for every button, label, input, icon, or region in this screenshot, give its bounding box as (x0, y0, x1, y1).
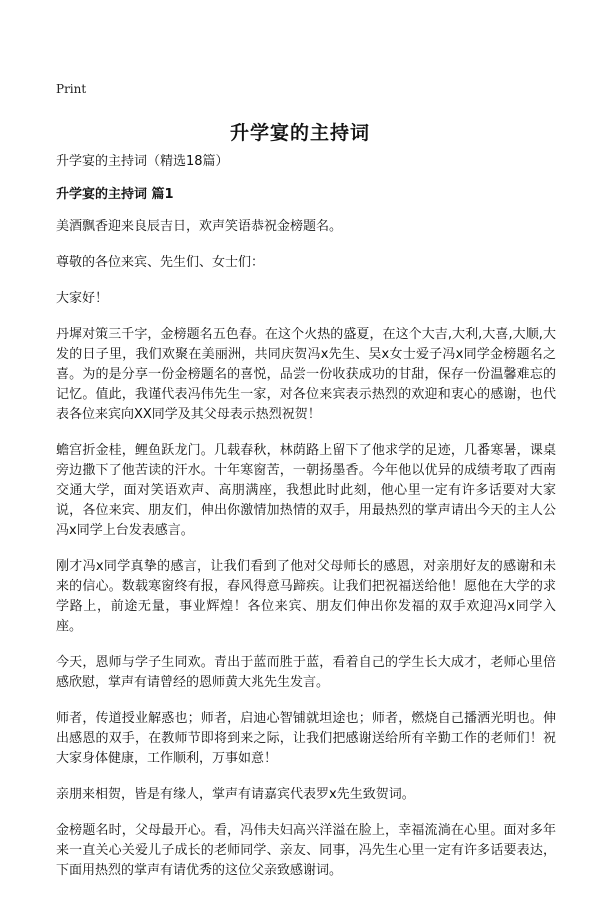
paragraph-hello: 大家好！ (56, 291, 109, 306)
document-body (56, 152, 556, 897)
paragraph-teacher-thanks: 师者，传道授业解惑也；师者，启迪心智铺就坦途也；师者，燃烧自己播洒光明也。伸出感恩的双手，在教师节即将到来之际，让我们把感谢送给所有辛勤工作的老师们！祝大家身体健康，工作顺利，万事如意！ (56, 711, 556, 766)
document-subtitle: 升学宴的主持词（精选18篇） (56, 154, 229, 169)
section-heading: 升学宴的主持词 篇1 (56, 187, 174, 202)
paragraph-student-intro: 蟾宫折金桂，鲤鱼跃龙门。几载春秋，林荫路上留下了他求学的足迹，几番寒暑，课桌旁边撒下了他苦读的汗水。十年寒窗苦，一朝扬墨香。今年他以优异的成绩考取了西南交通大学，面对笑语欢声、高朋满座，我想此时此刻，他心里一定有许多话要对大家说，各位来宾、朋友们，伸出你激情加热情的双手，用最热烈的掌声请出今天的主人公冯x同学上台发表感言。 (56, 443, 556, 538)
page-title: 升学宴的主持词 (229, 122, 370, 144)
paragraph-guest-intro: 亲朋来相贺，皆是有缘人，掌声有请嘉宾代表罗x先生致贺词。 (56, 787, 415, 802)
paragraph-teacher-intro: 今天，恩师与学子生同欢。青出于蓝而胜于蓝，看着自己的学生长大成才，老师心里倍感欣慰，掌声有请曾经的恩师黄大兆先生发言。 (56, 655, 556, 690)
print-label: Print (56, 82, 87, 96)
paragraph-greeting-couplet: 美酒飘香迎来良辰吉日，欢声笑语恭祝金榜题名。 (56, 219, 343, 234)
paragraph-student-thanks: 刚才冯x同学真挚的感言，让我们看到了他对父母师长的感恩，对亲朋好友的感谢和未来的信心。数载寒窗终有报，春风得意马蹄疾。让我们把祝福送给他！愿他在大学的求学路上，前途无量，事业辉煌！各位来宾、朋友们伸出你发福的双手欢迎冯x同学入座。 (56, 559, 556, 634)
paragraph-parent-intro: 金榜题名时，父母最开心。看，冯伟夫妇高兴洋溢在脸上，幸福流淌在心里。面对多年来一直关心关爱儿子成长的老师同学、亲友、同事，冯先生心里一定有许多话要表达，下面用热烈的掌声有请优秀的这位父亲致感谢词。 (56, 823, 556, 878)
paragraph-opening: 丹墀对策三千字，金榜题名五色春。在这个火热的盛夏，在这个大吉,大利,大喜,大顺,大发的日子里，我们欢聚在美丽洲，共同庆贺冯x先生、吴x女士爱子冯x同学金榜题名之喜。为的是分享一份金榜题名的喜悦，品尝一份收获成功的甘甜，保存一份温馨难忘的记忆。值此，我谨代表冯伟先生一家，对各位来宾表示热烈的欢迎和衷心的感谢，也代表各位来宾向XX同学及其父母表示热烈祝贺！ (56, 327, 556, 422)
paragraph-salutation: 尊敬的各位来宾、先生们、女士们： (56, 255, 265, 270)
